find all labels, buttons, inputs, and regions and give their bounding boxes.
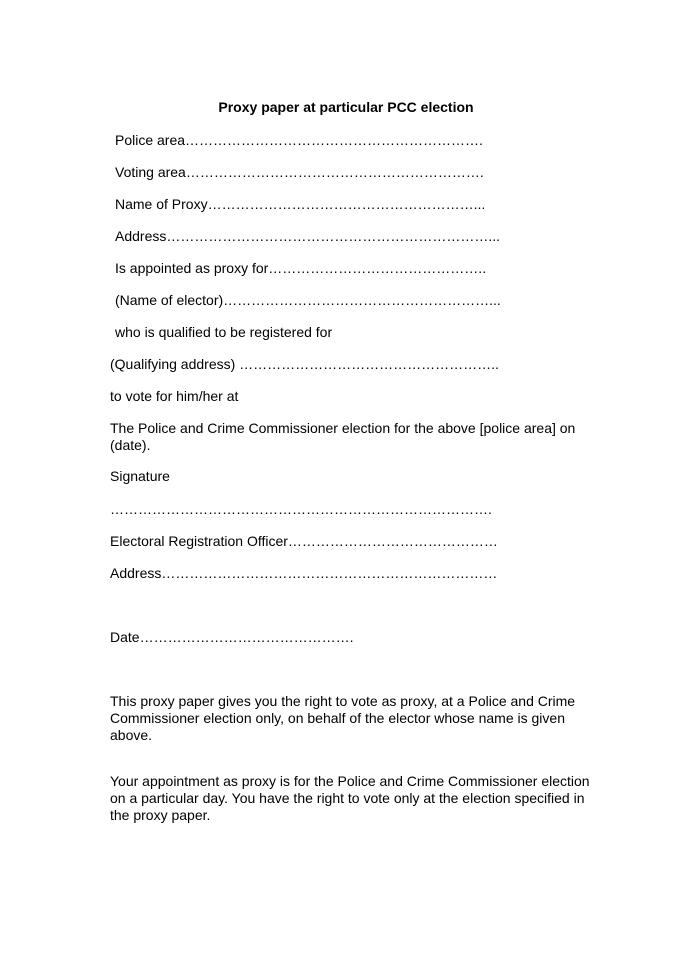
appointed-as-proxy-field: Is appointed as proxy for……………………………………….. bbox=[115, 260, 487, 276]
voting-area-field: Voting area………………………………………………………. bbox=[115, 164, 484, 180]
ero-field: Electoral Registration Officer……………………………………… bbox=[110, 533, 498, 549]
election-statement: The Police and Crime Commissioner election for the above [police area] on (date). bbox=[110, 420, 576, 453]
name-of-proxy-field: Name of Proxy…………………………………………………... bbox=[115, 196, 486, 212]
signature-line: ………………………………………………………………………. bbox=[110, 501, 492, 517]
note-paragraph-1: This proxy paper gives you the right to vote as proxy, at a Police and Crime Commissioner election only, on behalf of the elector whose name is given above. bbox=[110, 693, 576, 743]
qualifying-address-field: (Qualifying address) ……………………………………………….. bbox=[110, 356, 499, 372]
date-field: Date………………………………………. bbox=[110, 629, 354, 645]
police-area-field: Police area………………………………………………………. bbox=[115, 132, 483, 148]
qualified-registered-text: who is qualified to be registered for bbox=[115, 324, 333, 340]
name-of-elector-field: (Name of elector)…………………………………………………... bbox=[115, 292, 501, 308]
ero-address-field: Address……………………………………………………………… bbox=[110, 565, 498, 581]
document-title: Proxy paper at particular PCC election bbox=[218, 99, 474, 115]
proxy-address-field: Address……………………………………………………………... bbox=[115, 228, 501, 244]
note-paragraph-2: Your appointment as proxy is for the Police and Crime Commissioner election on a particular day. You have the right to vote only at the election specified in the proxy paper. bbox=[110, 773, 590, 823]
signature-label: Signature bbox=[110, 468, 170, 484]
vote-for-text: to vote for him/her at bbox=[110, 388, 239, 404]
